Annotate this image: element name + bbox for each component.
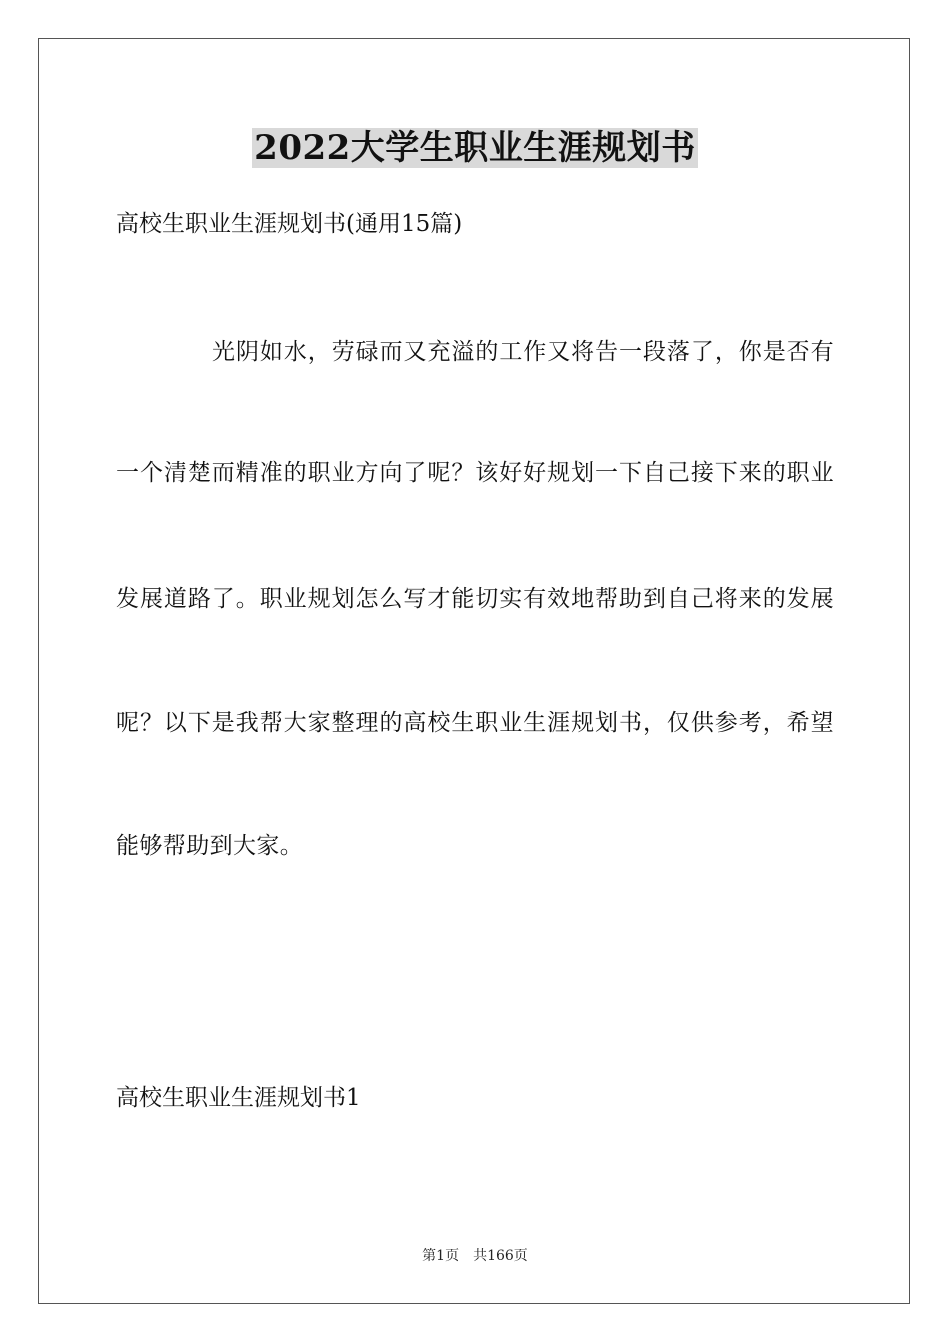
intro-line-2: 一个清楚而精准的职业方向了呢？该好好规划一下自己接下来的职业 [116,460,834,486]
intro-line-5: 能够帮助到大家。 [116,833,304,859]
intro-line-4: 呢？以下是我帮大家整理的高校生职业生涯规划书，仅供参考，希望 [116,710,834,736]
document-subtitle: 高校生职业生涯规划书(通用15篇) [116,211,463,237]
intro-line-1: 光阴如水，劳碌而又充溢的工作又将告一段落了，你是否有 [212,339,834,365]
intro-line-3: 发展道路了。职业规划怎么写才能切实有效地帮助到自己将来的发展 [116,586,834,612]
document-title-text: 2022大学生职业生涯规划书 [254,128,696,168]
document-title [0,124,950,172]
page-footer: 第1页 共166页 [422,1248,528,1264]
section-heading: 高校生职业生涯规划书1 [116,1085,361,1111]
